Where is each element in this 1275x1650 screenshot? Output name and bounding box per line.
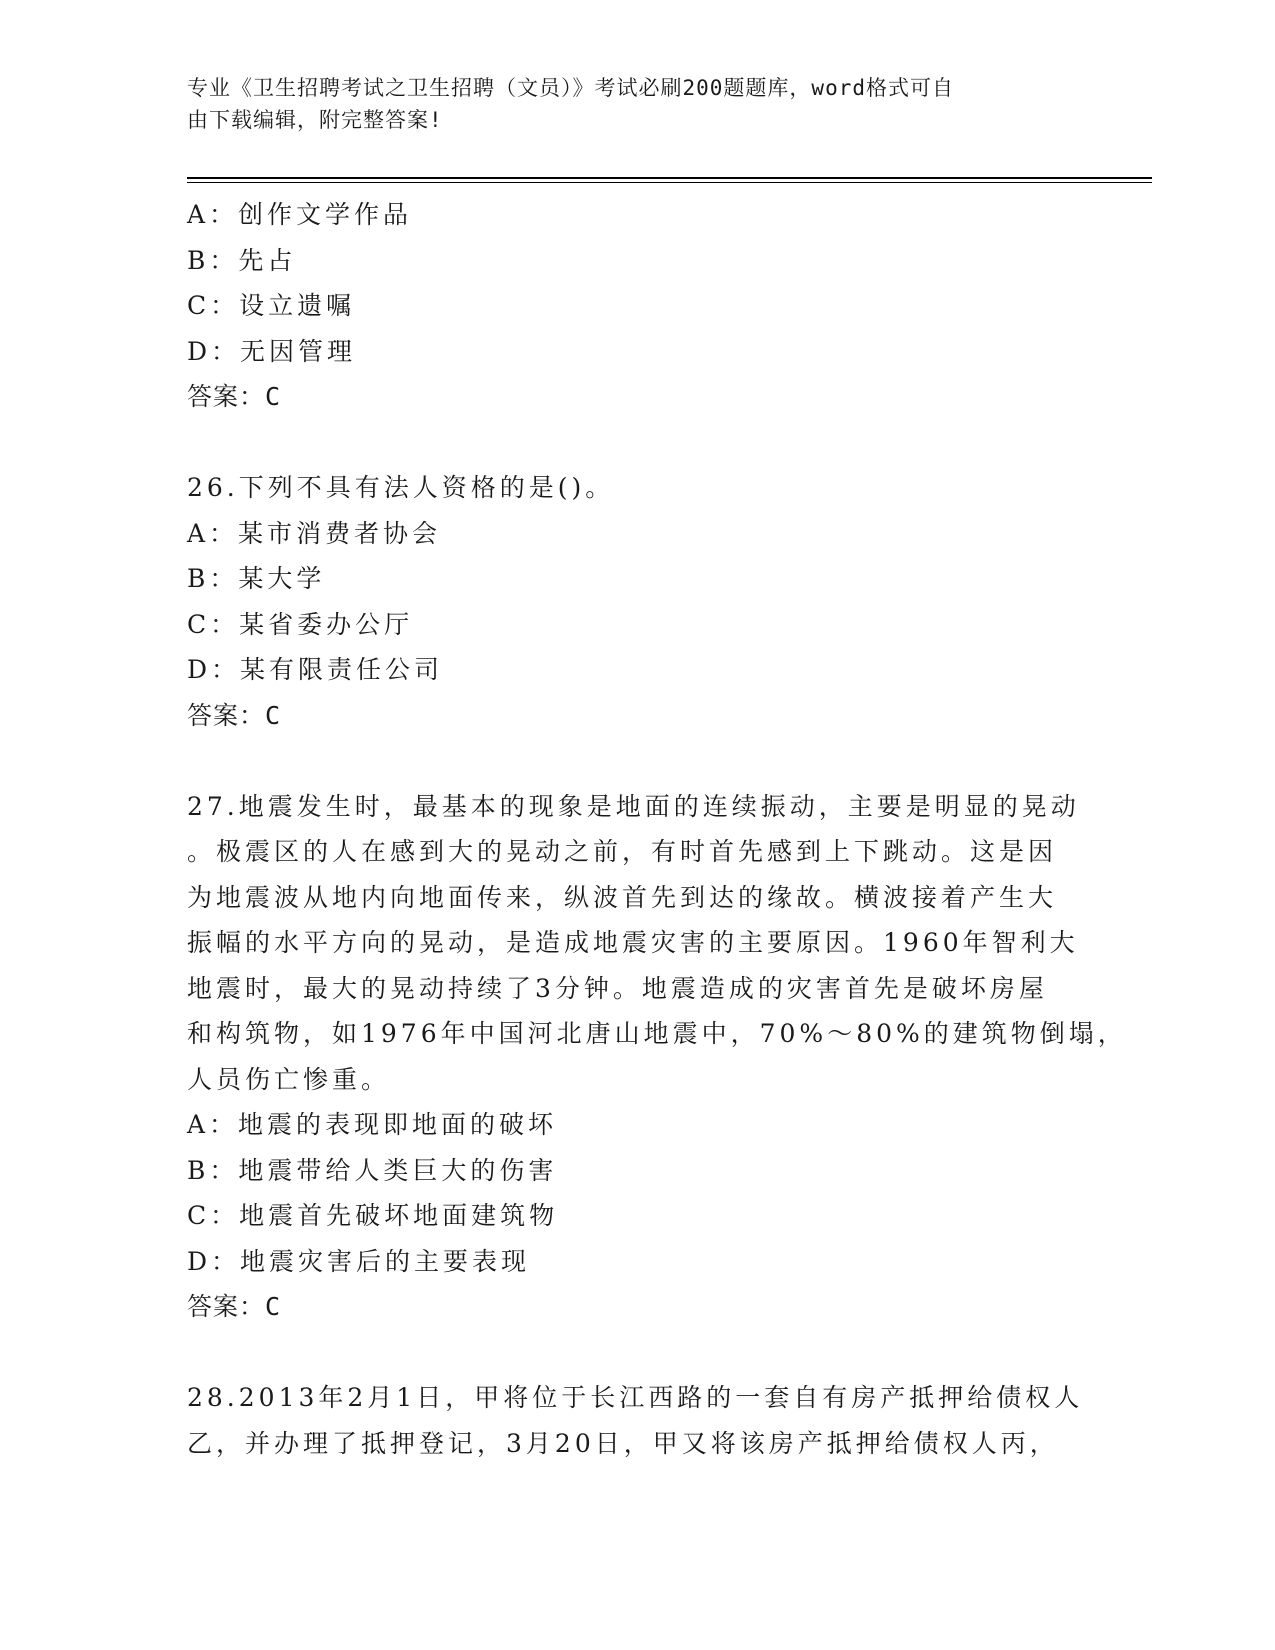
option-b: B：地震带给人类巨大的伤害	[187, 1155, 558, 1185]
document-header	[187, 72, 1087, 136]
question-stem-line: 27.地震发生时，最基本的现象是地面的连续振动，主要是明显的晃动	[187, 791, 1080, 821]
question-stem-line: 振幅的水平方向的晃动，是造成地震灾害的主要原因。1960年智利大	[187, 928, 1079, 957]
option-c: C：设立遗嘱	[187, 291, 356, 320]
header-rule-thick	[187, 177, 1152, 179]
question-stem: 26.下列不具有法人资格的是()。	[187, 473, 615, 502]
option-a: A：地震的表现即地面的破坏	[187, 1110, 558, 1139]
option-d: D：无因管理	[187, 336, 357, 366]
option-b: B：某大学	[187, 564, 326, 593]
question-stem-line: 人员伤亡惨重。	[187, 1064, 391, 1094]
question-25	[187, 192, 1087, 420]
question-stem-line: 为地震波从地内向地面传来，纵波首先到达的缘故。横波接着产生大	[187, 882, 1058, 912]
option-b: B：先占	[187, 245, 297, 275]
answer: 答案：C	[187, 700, 282, 730]
question-stem-line: 28.2013年2月1日，甲将位于长江西路的一套自有房产抵押给债权人	[187, 1383, 1084, 1412]
question-stem-line: 。极震区的人在感到大的晃动之前，有时首先感到上下跳动。这是因	[187, 837, 1058, 866]
question-stem-line: 乙，并办理了抵押登记，3月20日，甲又将该房产抵押给债权人丙，	[187, 1428, 1059, 1458]
option-d: D：某有限责任公司	[187, 655, 444, 684]
header-line-2: 由下载编辑，附完整答案!	[187, 108, 443, 132]
answer: 答案：C	[187, 1292, 282, 1321]
question-28	[187, 1375, 1087, 1466]
option-a: A：某市消费者协会	[187, 518, 442, 548]
header-line-1: 专业《卫生招聘考试之卫生招聘（文员）》考试必刷200题题库，word格式可自	[187, 76, 954, 100]
answer: 答案：C	[187, 382, 282, 411]
question-27	[187, 784, 1127, 1330]
option-a: A：创作文学作品	[187, 200, 413, 229]
option-c: C：某省委办公厅	[187, 609, 414, 639]
document-body	[187, 192, 1127, 1466]
option-c: C：地震首先破坏地面建筑物	[187, 1201, 559, 1230]
question-stem-line: 和构筑物，如1976年中国河北唐山地震中，70%～80%的建筑物倒塌，	[187, 1019, 1127, 1048]
question-26	[187, 465, 1087, 738]
option-d: D：地震灾害后的主要表现	[187, 1246, 531, 1276]
question-stem-line: 地震时，最大的晃动持续了3分钟。地震造成的灾害首先是破坏房屋	[187, 973, 1048, 1003]
header-rule-thin	[187, 182, 1152, 183]
